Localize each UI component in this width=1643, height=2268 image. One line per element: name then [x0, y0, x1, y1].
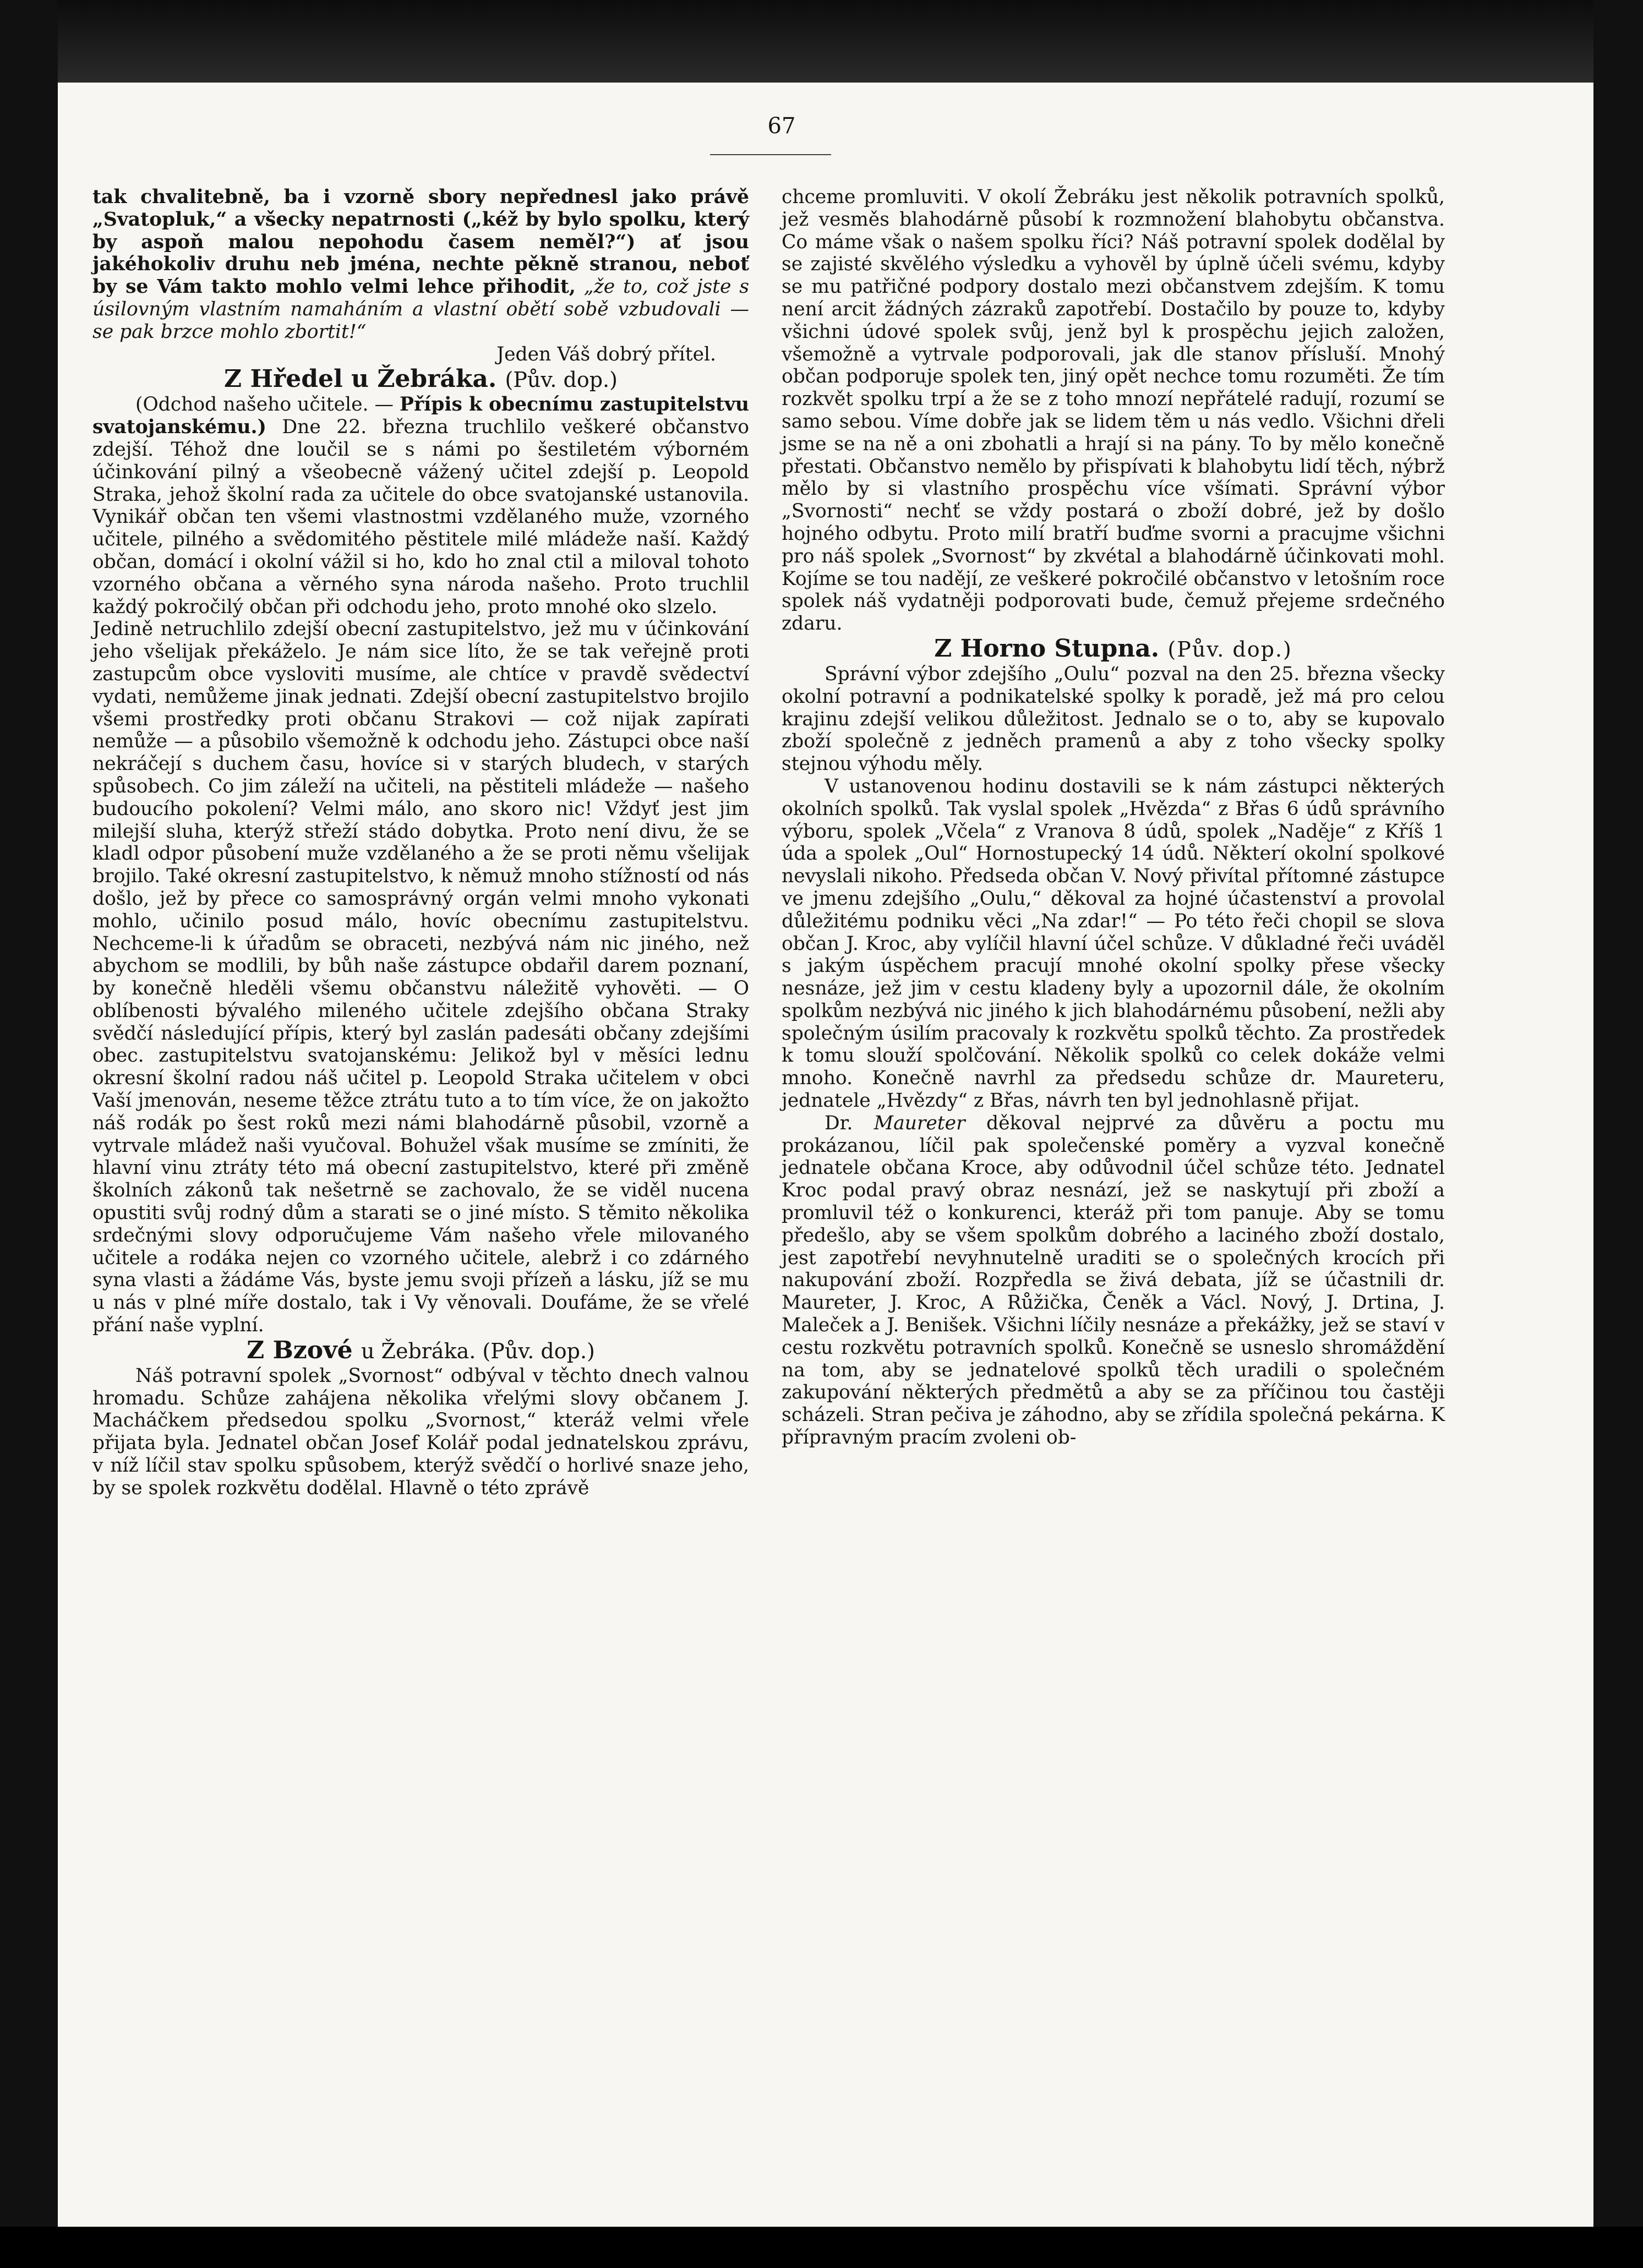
- hredel-subtitle-bold: Přípis k obecnímu zastupitelstvu svatojanskému.): [92, 394, 749, 439]
- letter-closing-paragraph: [92, 186, 749, 343]
- page-number-rule: [710, 154, 831, 155]
- horno-stupno-paragraph-1: Správní výbor zdejšího „Oulu“ pozval na den 25. března všecky okolní potravní a podnikatelské spolky k poradě, jež má pro celou krajinu zdejší velikou důležitost. Jednalo se o to, aby se kupovalo zboží společně z jedněch pramenů a aby z toho všecky spolky stejnou výhodu měly.: [782, 663, 1445, 775]
- scan-border-right: [1593, 0, 1643, 2268]
- bzova-paragraph-1: Náš potravní spolek „Svornost“ odbýval v těchto dnech valnou hromadu. Schůze zahájena několika vřelými slovy občanem J. Macháčkem předsedou spolku „Svornost,“ kteráž velmi vřele přijata byla. Jednatel občan Josef Kolář podal jednatelskou zprávu, v níž líčil stav spolku spůsobem, kterýž svědčí o horlivé snaze jeho, by se spolek rozkvětu dodělal. Hlavně o této zprávě: [92, 1364, 749, 1499]
- bzova-continuation-paragraph: chceme promluviti. V okolí Žebráku jest několik potravních spolků, jež vesměs blahodárně působí k rozmnožení blahobytu občanstva. Co máme však o našem spolku říci? Náš potravní spolek dodělal by se zajisté skvělého výsledku a vyhověl by úplně účeli svému, kdyby se mu patřičné podpory dostalo mezi občanstvem zdejším. K tomu není arcit žádných zázraků zapotřebí. Dostačilo by pouze to, kdyby všichni údové spolek svůj, jenž byl k prospěchu jejich založen, všemožně a vytrvale podporovali, jak dle stanov přísluší. Mnohý občan podporuje spolek ten, jiný opět nechce tomu rozuměti. Že tím rozkvět spolku trpí a že se z toho mnozí nepřátelé radují, rozumí se samo sebou. Víme dobře jak se lidem těm u nás vedlo. Všichni dřeli jsme se na ně a oni zbohatli a hrají si na pány. To by mělo konečně přestati. Občanstvo nemělo by přispívati k blahobytu lidí těch, nýbrž mělo by si vlastního prospěchu více všímati. Správní výbor „Svornosti“ nechť se vždy postará o zboží dobré, jež by došlo hojného odbytu. Proto milí bratří buďme svorni a pracujme všichni pro náš spolek „Svornost“ by zkvétal a blahodárně účinkovati mohl. Kojíme se tou nadějí, ze veškeré pokročilé občanstvo v letošním roce spolek náš vydatněji podporovati bude, čemuž přejeme srdečného zdaru.: [782, 186, 1445, 635]
- heading-hredel: [92, 365, 749, 394]
- heading-horno-stupno: [782, 635, 1445, 663]
- horno-stupno-p3-text: děkoval nejprvé za důvěru a poctu mu prokázanou, líčil pak společenské poměry a vyzval konečně jednatele občana Kroce, aby odůvodnil účel schůze této. Jednatel Kroc podal pravý obraz nesnází, jež se naskytují při zboží a promluvil též o konkurenci, kteráž při tom panuje. Aby se tomu předešlo, aby se všem spolkům dobrého a laciného zboží dostalo, jest zapotřebí nevyhnutelně uraditi se o společných krocích při nakupování zboží. Rozpředla se živá debata, jíž se účastnili dr. Maureter, J. Kroc, A Růžička, Čeněk a Václ. Nový, J. Drtina, J. Maleček a J. Benišek. Všichni líčily nesnáze a překážky, jež se staví v cestu rozkvětu potravních spolků. Konečně se usneslo shromáždění na tom, aby se jednatelové spolků těch uradili o společném zakupování některých předmětů a aby se za příčinou tou častěji scházeli. Stran pečiva je záhodno, aby se zřídila společná pekárna. K přípravným pracím zvoleni ob-: [782, 1112, 1445, 1449]
- horno-stupno-paragraph-3: [782, 1112, 1445, 1449]
- right-column: [782, 186, 1445, 1449]
- heading-hredel-title: Z Hředel u Žebráka.: [224, 365, 497, 394]
- scan-border-left: [0, 0, 58, 2268]
- letter-closing-bold: tak chvalitebně, ba i vzorně sbory nepřednesl jako právě „Svatopluk,“ a všecky nepatrnosti („kéž by bylo spolku, který by aspoň malou nepohodu časem neměl?“) ať jsou jakéhokoliv druhu neb jména, nechte pěkně stranou, neboť by se Vám takto mohlo velmi lehce přihodit,: [92, 186, 749, 298]
- heading-bzova-title: Z Bzové: [247, 1336, 353, 1364]
- heading-horno-stupno-title: Z Horno Stupna.: [934, 634, 1160, 663]
- horno-stupno-p3-name: Maureter: [874, 1112, 965, 1134]
- page-number: 67: [767, 113, 796, 139]
- heading-horno-stupno-note: (Pův. dop.): [1167, 637, 1292, 662]
- letter-signature: Jeden Váš dobrý přítel.: [496, 343, 716, 365]
- letter-closing-italic: „že to, což jste s úsilovným vlastním namaháním a vlastní obětí sobě vzbudovali — se pak brzce mohlo zbortit!“: [92, 276, 750, 343]
- horno-stupno-paragraph-2: V ustanovenou hodinu dostavili se k nám zástupci některých okolních spolků. Tak vyslal spolek „Hvězda“ z Břas 6 údů správního výboru, spolek „Včela“ z Vranova 8 údů, spolek „Naděje“ z Kříš 1 úda a spolek „Oul“ Hornostupecký 14 údů. Některí okolní spolkové nevyslali nikoho. Předseda občan V. Nový přivítal přítomné zástupce ve jmenu zdejšího „Oulu,“ děkoval za hojné účastenství a provolal důležitému podniku věci „Na zdar!“ — Po této řeči chopil se slova občan J. Kroc, aby vylíčil hlavní účel schůze. V důkladné řeči uváděl s jakým úspěchem pracují mnohé okolní spolky přese všecky nesnáze, jež jim v cestu kladeny byly a upozornil dále, že okolním spolkům nezbývá nic jiného k jich blahodárnému působení, nežli aby společným úsilím pracovaly k rozkvětu spolků těchto. Za prostředek k tomu slouží spolčování. Několik spolků co celek dokáže velmi mnoho. Konečně navrhl za předsedu schůze dr. Maureteru, jednatele „Hvězdy“ z Břas, návrh ten byl jednohlasně přijat.: [782, 775, 1445, 1112]
- hredel-paragraph-1: [92, 394, 749, 618]
- horno-stupno-p3-lead: Dr.: [825, 1112, 853, 1134]
- scan-border-bottom: [0, 2227, 1643, 2268]
- hredel-paragraph-1-text: Dne 22. března truchlilo veškeré občanstvo zdejší. Téhož dne loučil se s námi po šestiletém výborném účinkování pilný a všeobecně vážený učitel zdejší p. Leopold Straka, jehož školní rada za učitele do obce svatojanské ustanovila. Vynikář občan ten všemi vlastnostmi vzdělaného muže, vzorného učitele, pilného a svědomitého pěstitele milé mládeže naší. Každý občan, domácí i okolní vážil si ho, kdo ho znal ctil a miloval tohoto vzorného občana a věrného syna národa našeho. Proto truchlil každý pokročilý občan při odchodu jeho, proto mnohé oko slzelo.: [92, 416, 749, 618]
- hredel-subtitle-plain: (Odchod našeho učitele. —: [135, 394, 394, 416]
- heading-bzova: [92, 1337, 749, 1365]
- scan-border-top: [0, 0, 1643, 83]
- heading-hredel-note: (Pův. dop.): [505, 368, 618, 392]
- heading-bzova-note: u Žebráka. (Pův. dop.): [361, 1338, 595, 1363]
- left-column: [92, 186, 749, 1500]
- hredel-paragraph-2: Jedině netruchlilo zdejší obecní zastupitelstvo, jež mu v účinkování jeho všelijak překáželo. Je nám sice líto, že se tak veřejně proti zastupcům obce vysloviti musíme, ale chtíce v pravdě svědectví vydati, nemůžeme jinak jednati. Zdejší obecní zastupitelstvo brojilo všemi prostředky proti občanu Strakovi — což nijak zapírati nemůže — a působilo všemožně k odchodu jeho. Zástupci obce naší nekráčejí s duchem času, hovíce si v starých bludech, v starých spůsobech. Co jim záleží na učiteli, na pěstiteli mládeže — našeho budoucího pokolení? Velmi málo, ano skoro nic! Vždyť jest jim milejší sluha, kterýž střeží stádo dobytka. Proto není divu, že se kladl odpor působení muže vzdělaného a že se proti němu všelijak brojilo. Také okresní zastupitelstvo, k němuž mnoho stížností od nás došlo, jež by přece co samosprávný orgán velmi mnoho vykonati mohlo, učinilo posud málo, hovíc obecnímu zastupitelstvu. Nechceme-li k úřadům se obraceti, nezbývá nám nic jiného, než abychom se modlili, by bůh naše zástupce obdařil darem poznaní, by konečně hleděli všemu občanstvu náležitě vyhověti. — O oblíbenosti bývalého mileného učitele zdejšího občana Straky svědčí následující přípis, který byl zaslán padesáti občany zdejšími obec. zastupitelstvu svatojanskému: Jelikož byl v měsíci lednu okresní školní radou náš učitel p. Leopold Straka učitelem v obci Vaší jmenován, neseme těžce ztrátu tuto a to tím více, že on jakožto náš rodák po šest roků mezi námi blahodárně působil, vzorně a vytrvale mládež naši vyučoval. Bohužel však musíme se zmíniti, že hlavní vinu ztráty této má obecní zastupitelstvo, které při změně školních zákonů tak nešetrně se zachovalo, že se viděl nucena opustiti svůj rodný dům a starati se o jiné místo. S těmito několika srdečnými slovy odporučujeme Vám našeho vřele milovaného učitele a rodáka nejen co vzorného učitele, alebrž i co zdárného syna vlasti a žádáme Vás, byste jemu svoji přízeň a lásku, jíž se mu u nás v plné míře dostalo, tak i Vy věnovali. Doufáme, že se vřelé přání naše vyplní.: [92, 618, 749, 1337]
